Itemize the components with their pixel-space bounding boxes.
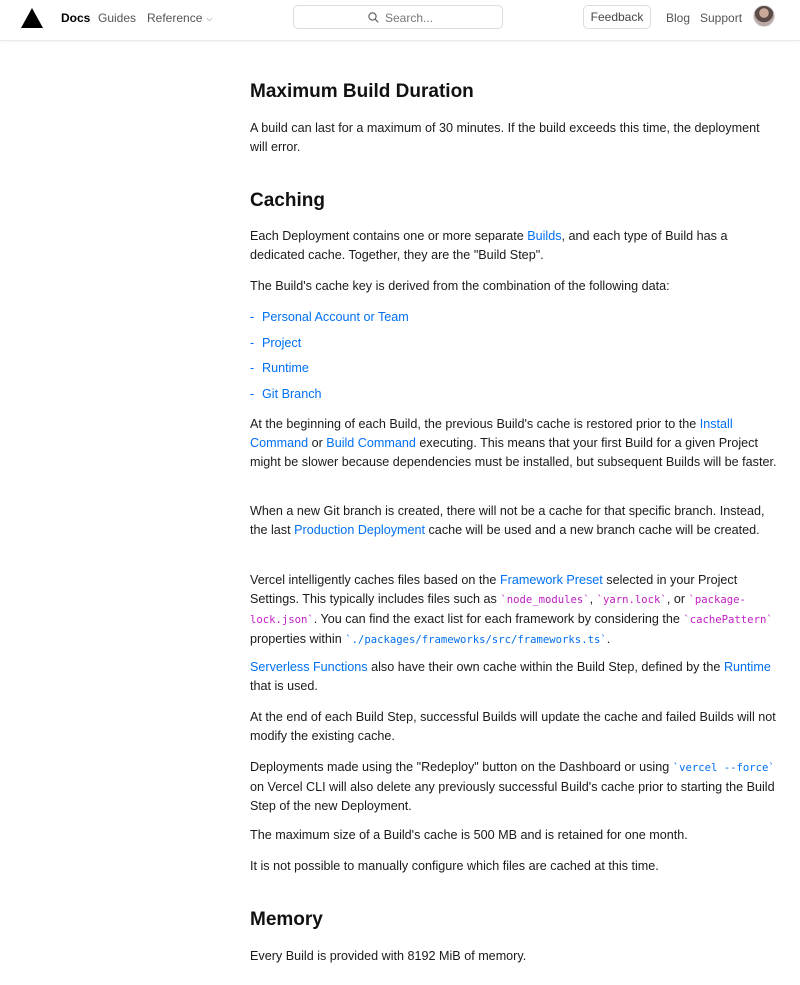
list-item: [250, 386, 322, 402]
list-dash: -: [250, 387, 255, 401]
paragraph-build-cache-restore: [250, 415, 780, 472]
paragraph-cache-size: The maximum size of a Build's cache is 500 MB and is retained for one month.: [250, 828, 688, 842]
text: Each Deployment contains one or more separate: [250, 229, 528, 243]
nav-docs[interactable]: Docs: [61, 11, 91, 25]
link-framework-preset[interactable]: Framework Preset: [499, 573, 603, 587]
code-cache-pattern: `cachePattern`: [683, 614, 773, 626]
list-dash: -: [250, 336, 255, 350]
vercel-logo-icon[interactable]: [21, 8, 43, 28]
link-builds[interactable]: Builds: [527, 229, 562, 243]
link-install-command[interactable]: Install Command: [250, 417, 733, 450]
text: Vercel intelligently caches files based on the: [250, 573, 500, 587]
link-build-command[interactable]: Build Command: [326, 436, 416, 450]
text: properties within: [250, 632, 346, 646]
text: on Vercel CLI will also delete any previously successful Build's cache prior to starting the Build Step of the new Deployment.: [250, 780, 775, 813]
paragraph-cache-config: It is not possible to manually configure which files are cached at this time.: [250, 859, 659, 873]
text: When a new Git branch is created, there will not be a cache for that specific branch. Instead, the last: [250, 504, 765, 537]
paragraph-caching-intro: [250, 227, 780, 265]
link-runtime-inline[interactable]: Runtime: [723, 660, 771, 674]
chevron-down-icon: ⌵: [206, 14, 213, 23]
paragraph-serverless-cache: [250, 658, 780, 696]
link-git-branch[interactable]: Git Branch: [262, 387, 322, 401]
text: At the beginning of each Build, the previous Build's cache is restored prior to the: [250, 417, 700, 431]
link-runtime[interactable]: Runtime: [262, 361, 309, 375]
text: cache will be used and a new branch cache will be created.: [425, 523, 760, 537]
list-item: [250, 309, 409, 325]
link-personal-account-or-team[interactable]: Personal Account or Team: [262, 310, 409, 324]
paragraph-git-branch-cache: [250, 502, 780, 540]
text: executing. This means that your first Build for a given Project might be slower because dependencies must be installed, but subsequent Builds will be faster.: [250, 436, 777, 469]
list-dash: -: [250, 361, 255, 375]
paragraph-redeploy: [250, 758, 780, 816]
search-icon: [368, 12, 379, 23]
paragraph-max-build: A build can last for a maximum of 30 minutes. If the build exceeds this time, the deployment will error.: [250, 121, 760, 154]
list-dash: -: [250, 310, 255, 324]
nav-reference-label: Reference: [147, 11, 203, 25]
top-navbar: [0, 0, 800, 41]
text: Deployments made using the "Redeploy" button on the Dashboard or using: [250, 760, 673, 774]
heading-maximum-build-duration: Maximum Build Duration: [250, 81, 474, 102]
feedback-button[interactable]: Feedback: [583, 5, 651, 29]
nav-guides[interactable]: Guides: [98, 11, 137, 25]
link-production-deployment[interactable]: Production Deployment: [294, 523, 426, 537]
nav-reference[interactable]: [147, 11, 212, 26]
text: , and each type of Build has a dedicated cache. Together, they are the "Build Step".: [250, 229, 728, 262]
search-input[interactable]: [293, 5, 503, 29]
text: or: [308, 436, 327, 450]
text: that is used.: [250, 679, 318, 693]
paragraph-cache-update: At the end of each Build Step, successful Builds will update the cache and failed Builds will not modify the existing cache.: [250, 710, 776, 743]
text: ,: [589, 592, 597, 606]
user-avatar[interactable]: [753, 5, 775, 27]
nav-support[interactable]: Support: [700, 11, 743, 25]
list-item: [250, 360, 309, 376]
link-serverless-functions[interactable]: Serverless Functions: [250, 660, 368, 674]
search-placeholder: Search...: [385, 11, 434, 25]
text: also have their own cache within the Build Step, defined by the: [367, 660, 724, 674]
nav-blog[interactable]: Blog: [666, 11, 691, 25]
code-package-lock: `package-lock.json`: [250, 594, 746, 626]
text: , or: [666, 592, 689, 606]
link-project[interactable]: Project: [262, 336, 302, 350]
code-vercel-force: `vercel --force`: [672, 762, 775, 774]
paragraph-memory: Every Build is provided with 8192 MiB of memory.: [250, 949, 527, 963]
code-node-modules: `node_modules`: [500, 594, 590, 606]
list-item: [250, 335, 301, 351]
paragraph-framework-cache: [250, 571, 780, 650]
heading-memory: Memory: [250, 909, 323, 930]
text: .: [606, 632, 611, 646]
code-frameworks-path-link[interactable]: `./packages/frameworks/src/frameworks.ts`: [345, 634, 607, 646]
code-yarn-lock: `yarn.lock`: [596, 594, 667, 606]
text: selected in your Project Settings. This typically includes files such as: [250, 573, 738, 606]
text: . You can find the exact list for each framework by considering the: [313, 612, 684, 626]
paragraph-cache-key: The Build's cache key is derived from the combination of the following data:: [250, 279, 670, 293]
heading-caching: Caching: [250, 190, 325, 211]
